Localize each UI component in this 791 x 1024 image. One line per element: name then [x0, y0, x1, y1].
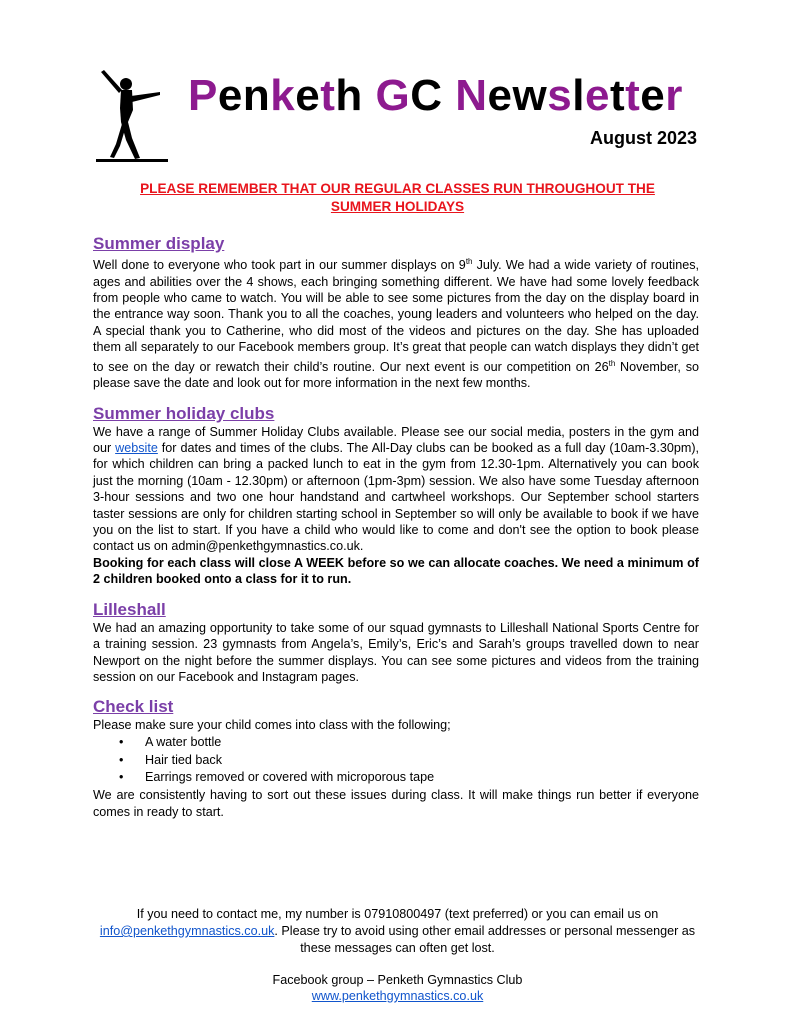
section-heading-check-list: Check list — [93, 697, 174, 717]
text-span: July. We had a wide variety of routines, ages and abilities over the 4 shows, each bringing something different. We have had some lovely feedback from people who came to watch. You will be able to see some pictures from the day on the display board in the entrance way soon. Thank you to all the coaches, young leaders and volunteers who helped on the day. A special thank you to Catherine, who did most of the videos and pictures on the day. She has uploaded them all separately to our Facebook members group. It’s great that people can watch displays they didn’t get to see on the day or rewatch their child’s routine. Our next event is our competition on 26 — [93, 258, 699, 374]
title-letter: e — [217, 71, 243, 120]
title-letter: N — [455, 71, 488, 120]
title-letter: s — [547, 71, 573, 120]
title-letter: t — [625, 71, 641, 120]
title-letter: e — [584, 71, 610, 120]
facebook-group-text: Facebook group – Penketh Gymnastics Club — [272, 973, 523, 987]
notice-line: PLEASE REMEMBER THAT OUR REGULAR CLASSES RUN THROUGHOUT THE — [140, 181, 655, 196]
text-span: . Please try to avoid using other email addresses or personal messenger as these messages can often get lost. — [274, 924, 696, 955]
superscript: th — [608, 358, 616, 368]
newsletter-date: August 2023 — [589, 128, 697, 148]
check-list — [119, 734, 699, 787]
newsletter-title — [188, 71, 683, 120]
notice-line: SUMMER HOLIDAYS — [330, 199, 465, 214]
title-space — [443, 71, 456, 120]
holiday-clubs-text — [93, 424, 699, 555]
title-letter: k — [270, 71, 296, 120]
footer-link-row — [95, 988, 700, 1004]
title-letter: r — [665, 71, 683, 120]
title-letter: t — [609, 71, 626, 120]
check-list-intro: Please make sure your child comes into class with the following; — [93, 718, 451, 733]
check-list-outro: We are consistently having to sort out these issues during class. It will make things run better if everyone comes in ready to start. — [93, 788, 699, 819]
booking-notice: Booking for each class will close A WEEK before so we can allocate coaches. We need a minimum of 2 children booked onto a class for it to run. — [93, 555, 699, 587]
section-heading-summer-display: Summer display — [93, 234, 225, 253]
title-letter: C — [410, 71, 443, 120]
title-letter: t — [320, 71, 336, 120]
website-link[interactable]: website — [115, 441, 158, 456]
lilleshall-text: We had an amazing opportunity to take some of our squad gymnasts to Lilleshall National Sports Centre for a training session. 23 gymnasts from Angela’s, Emily’s, Eric’s and Sarah’s groups travelled down to near Newport on the night before the summer displays. You can see some pictures and videos from the training session on our Facebook and Instagram pages. — [93, 620, 699, 684]
title-letter: e — [640, 71, 666, 120]
title-letter: e — [487, 71, 513, 120]
title-letter: w — [512, 71, 548, 120]
text-span: Well done to everyone who took part in our summer displays on 9 — [93, 258, 466, 273]
section-heading-holiday-clubs: Summer holiday clubs — [93, 403, 275, 423]
contact-info — [95, 906, 700, 957]
newsletter-content — [93, 233, 699, 820]
list-item: • Hair tied back — [119, 752, 699, 770]
list-item: • A water bottle — [119, 734, 699, 752]
text-span: for dates and times of the clubs. The All-Day clubs can be booked as a full day (10am-3.30pm), for which children can bring a packed lunch to eat in the gym from 12.30-1pm. Alternatively you can book just the morning (10am - 12.30pm) or afternoon (1pm-3pm) session. We also have some Tuesday afternoon 3-hour sessions and two one hour handstand and cartwheel workshops. Our September school starters taster sessions are only for children starting school in September so will only be available to book if we have you on the list to start. If you have a child who would like to come and don't see the option to book please contact us on admin@penkethgymnastics.co.uk. — [93, 441, 700, 554]
footer — [95, 972, 700, 1004]
email-link[interactable]: info@penkethgymnastics.co.uk — [99, 924, 275, 938]
contact-line — [95, 923, 700, 957]
classes-notice — [95, 180, 700, 216]
list-item: • Earrings removed or covered with microporous tape — [119, 769, 699, 787]
summer-display-text — [93, 254, 699, 392]
title-letter: e — [295, 71, 321, 120]
title-space — [363, 71, 376, 120]
text-span: November, so please save the date and look out for more information in the next few months. — [93, 359, 700, 391]
title-letter: G — [375, 71, 411, 120]
section-heading-lilleshall: Lilleshall — [93, 599, 166, 619]
superscript: th — [465, 257, 473, 266]
website-link[interactable]: www.penkethgymnastics.co.uk — [311, 989, 484, 1003]
text-span: We have a range of Summer Holiday Clubs available. Please see our social media, posters in the gym and our — [93, 424, 699, 456]
title-letter: P — [188, 71, 218, 120]
gymnast-silhouette-icon — [88, 66, 178, 166]
title-letter: n — [242, 71, 271, 120]
title-letter: h — [335, 71, 363, 120]
title-letter: l — [572, 71, 585, 120]
contact-line: If you need to contact me, my number is 07910800497 (text preferred) or you can email us on — [136, 907, 659, 921]
